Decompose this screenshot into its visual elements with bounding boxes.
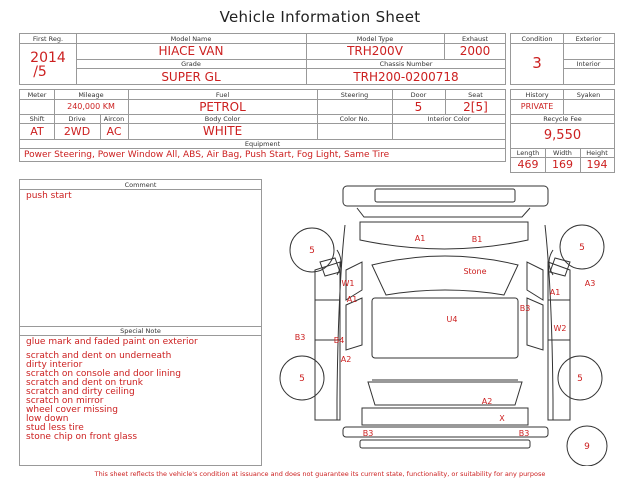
aircon-label: Aircon [103,115,125,123]
damage-mark: W2 [553,324,567,333]
first-reg-label: First Reg. [32,35,64,43]
info-table-spec [19,89,506,162]
damage-mark: A1 [414,234,426,243]
height-label: Height [586,149,608,157]
damage-mark: A3 [584,279,596,288]
special-note-item: wheel cover missing [26,405,118,415]
recycle-fee-value: 9,550 [543,128,582,143]
history-label: History [525,91,549,99]
door-value: 5 [414,100,423,114]
shift-label: Shift [29,115,45,123]
page-title: Vehicle Information Sheet [219,8,421,26]
fuel-value: PETROL [199,100,246,114]
model-type-value: TRH200V [347,44,403,58]
model-name-label: Model Name [170,35,212,43]
special-note-item: stone chip on front glass [26,432,138,442]
rear-bumper [343,427,548,437]
mileage-label: Mileage [78,91,104,99]
door-label: Door [410,91,427,99]
special-note-item: scratch on console and door lining [26,369,181,379]
exterior-label: Exterior [575,35,602,43]
spare-tire-value: 9 [584,442,590,452]
condition-box [510,33,615,85]
special-note-item: scratch and dent on trunk [26,378,143,388]
interior-color-label: Interior Color [427,115,471,123]
tire-front-right-value: 5 [579,243,585,253]
damage-mark: X [499,414,505,423]
damage-mark: B1 [471,235,483,244]
special-note-item: scratch and dent on underneath [26,351,172,361]
seat-label: Seat [468,91,483,99]
grade-value: SUPER GL [161,70,221,84]
seat-value: 2[5] [463,100,488,114]
info-table-main [19,33,506,85]
tire-rear-left-value: 5 [299,374,305,384]
chassis-number-label: Chassis Number [379,60,433,68]
damage-mark: U4 [446,315,458,324]
damage-mark: Stone [463,267,487,276]
model-type-label: Model Type [356,35,394,43]
first-reg-month: /5 [33,64,47,80]
syaken-label: Syaken [576,91,601,99]
equipment-value: Power Steering, Power Window All, ABS, Air Bag, Push Start, Fog Light, Same Tire [24,150,390,160]
special-note-item: scratch on mirror [26,396,104,406]
width-label: Width [553,149,572,157]
right-mirror [550,258,570,276]
interior-label: Interior [576,60,601,68]
body-color-label: Body Color [204,115,241,123]
special-note-item: dirty interior [26,360,83,370]
special-note-item: stud less tire [26,423,84,433]
comment-label: Comment [124,181,157,189]
damage-mark: B3 [518,429,530,438]
equipment-label: Equipment [244,140,281,148]
damage-mark: A1 [346,295,358,304]
special-note-item: low down [26,414,69,424]
damage-mark: A2 [481,397,493,406]
vehicle-damage-diagram [270,178,615,466]
grade-label: Grade [181,60,201,68]
recycle-fee-label: Recycle Fee [543,115,582,123]
height-value: 194 [586,158,608,171]
meter-label: Meter [27,91,47,99]
damage-mark: A1 [549,288,561,297]
tire-front-left-value: 5 [309,246,315,256]
first-reg-year: 2014 [30,50,66,66]
damage-mark: B3 [519,304,531,313]
drive-value: 2WD [63,125,91,138]
comment-text: push start [26,191,72,201]
hood [360,222,528,249]
windshield [372,256,518,295]
width-value: 169 [552,158,573,171]
disclaimer-footer: This sheet reflects the vehicle's condition at issuance and does not guarantee its current state, functionality, or suitability for any purpose [94,470,546,478]
damage-mark: W1 [341,279,355,288]
special-note-label: Special Note [120,327,161,335]
exhaust-label: Exhaust [461,35,489,43]
exhaust-value: 2000 [459,44,491,58]
damage-mark: A2 [340,355,352,364]
comment-box [19,179,262,466]
length-label: Length [516,149,540,157]
body-color-value: WHITE [202,124,243,138]
right-side-panel [548,262,570,420]
length-value: 469 [517,158,539,171]
model-name-value: HIACE VAN [158,44,224,58]
condition-label: Condition [521,35,553,43]
tire-rear-right-value: 5 [577,374,583,384]
steering-label: Steering [340,91,369,99]
damage-mark: B4 [333,336,345,345]
history-value: PRIVATE [520,102,554,111]
condition-value: 3 [532,54,542,72]
special-note-item: scratch and dirty ceiling [26,387,135,397]
special-note-item: glue mark and faded paint on exterior [26,337,198,347]
roof [372,298,518,358]
fuel-label: Fuel [215,91,230,99]
damage-mark: B3 [294,333,306,342]
color-no-label: Color No. [339,115,370,123]
mileage-value: 240,000 KM [67,102,115,111]
history-box [510,89,615,173]
aircon-value: AC [106,125,122,138]
damage-mark: B3 [362,429,374,438]
shift-value: AT [30,125,44,138]
chassis-number-value: TRH200-0200718 [353,70,459,84]
drive-label: Drive [68,115,86,123]
rear-window [368,382,522,405]
